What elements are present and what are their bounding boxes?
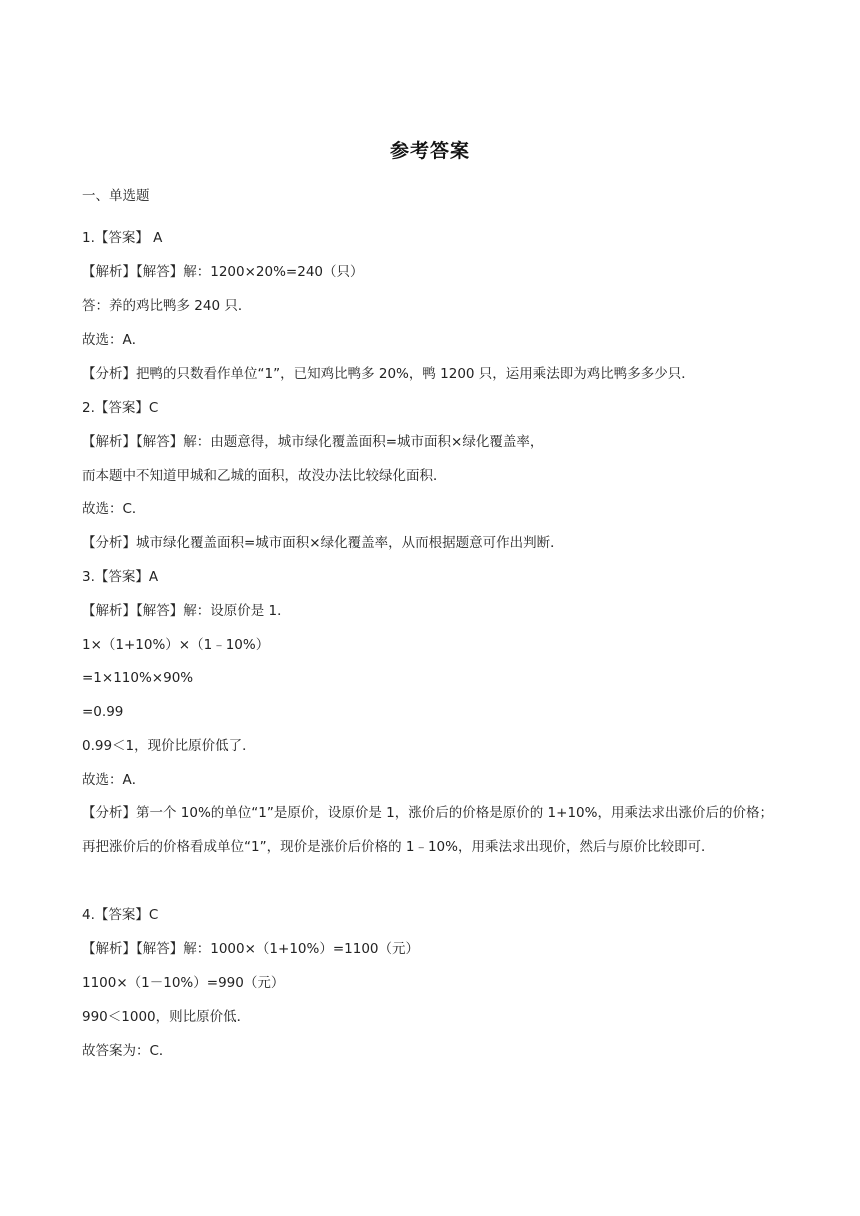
answer-1-solution: 【解析】【解答】解：1200×20%=240（只） bbox=[82, 264, 364, 280]
answer-4-choice: 故答案为：C． bbox=[82, 1043, 173, 1059]
answer-2-analysis: 【分析】城市绿化覆盖面积=城市面积×绿化覆盖率，从而根据题意可作出判断． bbox=[82, 535, 564, 551]
answer-3-solution: 【解析】【解答】解：设原价是 1． bbox=[82, 603, 291, 619]
answer-4-heading: 4.【答案】C bbox=[82, 907, 159, 923]
answer-3-step-2: =1×110%×90% bbox=[82, 670, 194, 686]
answer-3-choice: 故选：A． bbox=[82, 772, 146, 788]
section-heading: 一、单选题 bbox=[82, 188, 150, 204]
answer-3-conclusion: 0.99＜1，现价比原价低了． bbox=[82, 738, 256, 754]
answer-3-heading: 3.【答案】A bbox=[82, 569, 159, 585]
answer-3-analysis: 【分析】第一个 10%的单位“1”是原价，设原价是 1，涨价后的价格是原价的 1+10%，用乘法求出涨价后的价格；再把涨价后的价格看成单位“1”，现价是涨价后价格的 1﹣10%，用乘法求出现价，然后与原价比较即可． bbox=[82, 805, 773, 855]
answer-2-solution: 【解析】【解答】解：由题意得，城市绿化覆盖面积=城市面积×绿化覆盖率， bbox=[82, 434, 544, 450]
answer-2-solution-cont: 而本题中不知道甲城和乙城的面积，故没办法比较绿化面积． bbox=[82, 468, 447, 484]
answer-1-reply: 答：养的鸡比鸭多 240 只． bbox=[82, 298, 252, 314]
answer-4-step-1: 1100×（1－10%）=990（元） bbox=[82, 975, 285, 991]
answer-2-choice: 故选：C． bbox=[82, 501, 146, 517]
answer-4-solution: 【解析】【解答】解：1000×（1+10%）=1100（元） bbox=[82, 941, 419, 957]
answer-4-conclusion: 990＜1000，则比原价低． bbox=[82, 1009, 251, 1025]
answer-1-choice: 故选：A． bbox=[82, 332, 146, 348]
answer-2-heading: 2.【答案】C bbox=[82, 400, 159, 416]
page-title: 参考答案 bbox=[389, 140, 470, 162]
answer-1-analysis: 【分析】把鸭的只数看作单位“1”，已知鸡比鸭多 20%，鸭 1200 只，运用乘法即为鸡比鸭多多少只． bbox=[82, 366, 695, 382]
answer-3-step-3: =0.99 bbox=[82, 704, 124, 720]
answer-1-heading: 1.【答案】 A bbox=[82, 230, 163, 246]
answer-3-step-1: 1×（1+10%）×（1﹣10%） bbox=[82, 637, 270, 653]
